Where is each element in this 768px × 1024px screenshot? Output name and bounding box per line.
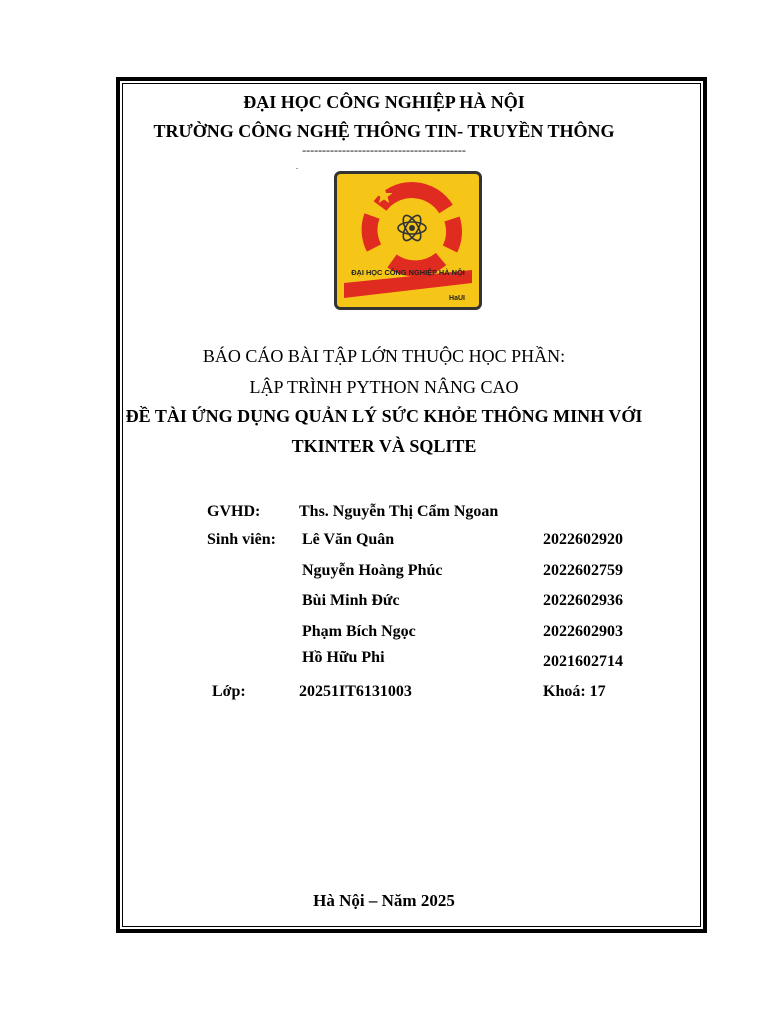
report-title-line2: TKINTER VÀ SQLITE	[291, 436, 477, 456]
student-name: Bùi Minh Đức	[302, 592, 400, 609]
school-name: TRƯỜNG CÔNG NGHỆ THÔNG TIN- TRUYỀN THÔNG	[153, 121, 615, 141]
student-name: Nguyễn Hoàng Phúc	[302, 562, 443, 579]
class-label: Lớp:	[212, 683, 246, 700]
report-title-line1: ĐỀ TÀI ỨNG DỤNG QUẢN LÝ SỨC KHỎE THÔNG MINH VỚI	[125, 406, 643, 426]
header-separator: -----------------------------------------	[302, 143, 466, 157]
class-value: 20251IT6131003	[299, 683, 412, 700]
student-id: 2022602936	[543, 592, 623, 609]
course-name: LẬP TRÌNH PYTHON NÂNG CAO	[249, 377, 519, 397]
student-id: 2021602714	[543, 653, 623, 670]
student-name: Lê Văn Quân	[302, 531, 395, 548]
place-year: Hà Nội – Năm 2025	[313, 891, 455, 910]
students-label: Sinh viên:	[207, 531, 276, 548]
separator-dot: .	[296, 162, 298, 171]
gvhd-label: GVHD:	[207, 503, 261, 520]
report-subtitle: BÁO CÁO BÀI TẬP LỚN THUỘC HỌC PHẦN:	[202, 346, 566, 366]
university-name: ĐẠI HỌC CÔNG NGHIỆP HÀ NỘI	[243, 92, 525, 112]
student-id: 2022602903	[543, 623, 623, 640]
student-name: Phạm Bích Ngọc	[302, 623, 416, 640]
student-name: Hồ Hữu Phi	[302, 649, 385, 666]
haui-logo	[334, 171, 482, 310]
student-id: 2022602920	[543, 531, 623, 548]
gvhd-name: Ths. Nguyễn Thị Cẩm Ngoan	[299, 503, 499, 520]
course-year: Khoá: 17	[543, 683, 606, 700]
student-id: 2022602759	[543, 562, 623, 579]
logo-brand: HaUI	[449, 295, 465, 302]
logo-text: ĐẠI HỌC CÔNG NGHIỆP HÀ NỘI	[351, 268, 465, 277]
